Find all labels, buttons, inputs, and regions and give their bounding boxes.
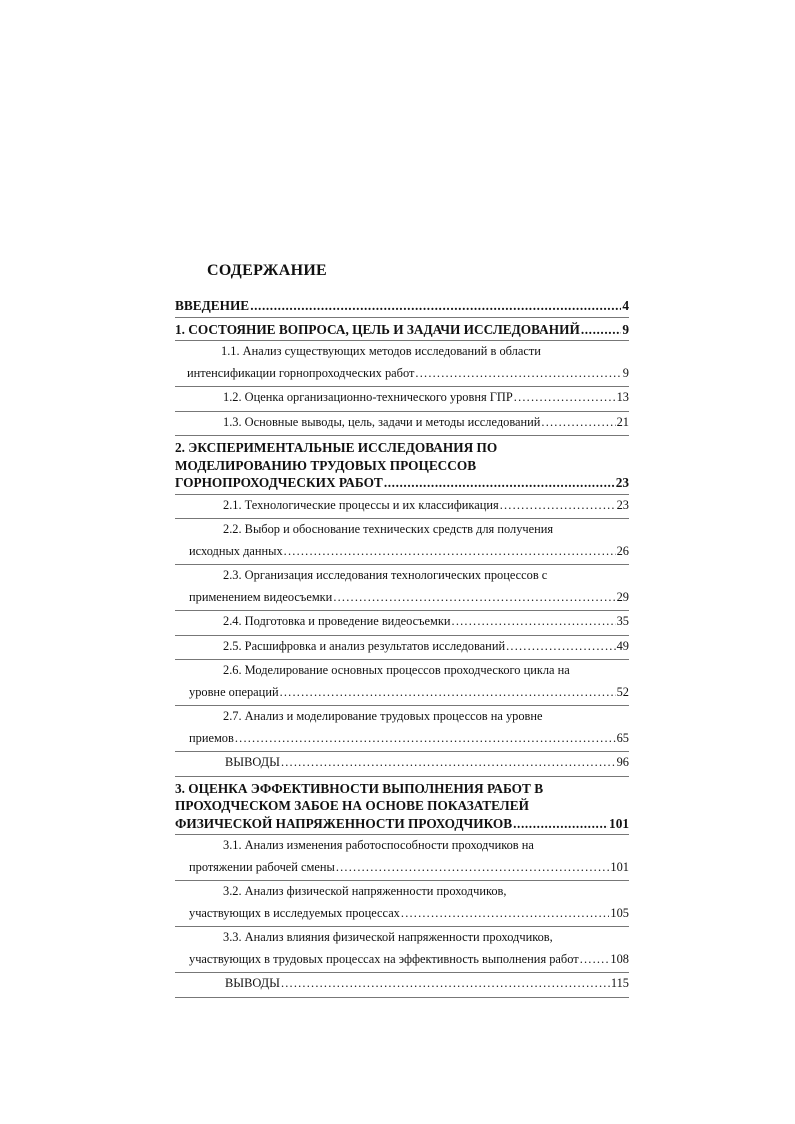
toc-entry-text: ВЫВОДЫ bbox=[225, 976, 280, 990]
toc-entry-text-continued: уровне операций bbox=[189, 684, 279, 699]
toc-entry-text: 1.3. Основные выводы, цель, задачи и методы исследований bbox=[223, 414, 541, 429]
toc-entry-section-2-5 bbox=[175, 636, 629, 661]
toc-page-number: 96 bbox=[616, 755, 629, 769]
toc-page-number: 105 bbox=[610, 905, 629, 920]
table-of-contents bbox=[175, 294, 629, 998]
toc-entry-text: 3.2. Анализ физической напряженности проходчиков, bbox=[223, 884, 507, 898]
toc-entry-section-1-3 bbox=[175, 412, 629, 437]
toc-entry-chapter-2 bbox=[175, 436, 629, 495]
toc-entry-text: 2.2. Выбор и обоснование технических средств для получения bbox=[223, 522, 554, 536]
toc-leader-dots bbox=[384, 474, 615, 492]
toc-entry-text-continued: применением видеосъемки bbox=[189, 589, 333, 604]
toc-page-number: 101 bbox=[610, 859, 629, 874]
toc-leader-dots bbox=[401, 903, 610, 925]
toc-entry-text-continued: исходных данных bbox=[189, 543, 283, 558]
toc-leader-dots bbox=[235, 728, 616, 750]
toc-page-number: 23 bbox=[615, 475, 629, 490]
toc-entry-text: 2.1. Технологические процессы и их классификация bbox=[223, 497, 499, 512]
toc-entry-section-1-1 bbox=[175, 341, 629, 387]
toc-page-number: 23 bbox=[616, 497, 629, 512]
toc-leader-dots bbox=[250, 297, 621, 315]
toc-leader-dots bbox=[541, 412, 615, 434]
toc-entry-section-2-2 bbox=[175, 519, 629, 565]
toc-entry-text-continued: интенсификации горнопроходческих работ bbox=[187, 365, 415, 380]
toc-leader-dots bbox=[281, 973, 610, 995]
toc-page-number: 13 bbox=[616, 390, 629, 404]
toc-entry-section-1-2 bbox=[175, 387, 629, 412]
toc-page-number: 21 bbox=[616, 414, 629, 429]
toc-page-number: 26 bbox=[616, 543, 629, 558]
toc-leader-dots bbox=[452, 611, 616, 633]
toc-page-number: 35 bbox=[616, 614, 629, 628]
toc-entry-section-2-4 bbox=[175, 611, 629, 636]
toc-entry-chapter-3 bbox=[175, 777, 629, 836]
toc-entry-section-2-1 bbox=[175, 495, 629, 520]
toc-entry-text: ФИЗИЧЕСКОЙ НАПРЯЖЕННОСТИ ПРОХОДЧИКОВ bbox=[175, 815, 513, 831]
page-title: СОДЕРЖАНИЕ bbox=[207, 262, 328, 279]
toc-entry-text: ГОРНОПРОХОДЧЕСКИХ РАБОТ bbox=[175, 475, 383, 490]
toc-page-number: 49 bbox=[616, 638, 629, 653]
toc-entry-conclusions-3 bbox=[175, 973, 629, 998]
toc-entry-introduction bbox=[175, 294, 629, 318]
toc-entry-text: 2. ЭКСПЕРИМЕНТАЛЬНЫЕ ИССЛЕДОВАНИЯ ПО bbox=[175, 440, 498, 455]
toc-leader-dots bbox=[284, 541, 616, 563]
toc-leader-dots bbox=[506, 636, 616, 658]
toc-leader-dots bbox=[513, 815, 608, 833]
toc-page-number: 9 bbox=[622, 365, 629, 380]
toc-entry-text: 3.1. Анализ изменения работоспособности проходчиков на bbox=[223, 838, 534, 852]
toc-entry-text-continued: участвующих в исследуемых процессах bbox=[189, 905, 400, 920]
toc-entry-text: 3. ОЦЕНКА ЭФФЕКТИВНОСТИ ВЫПОЛНЕНИЯ РАБОТ В bbox=[175, 780, 544, 796]
toc-entry-section-3-1 bbox=[175, 835, 629, 881]
toc-entry-text: ПРОХОДЧЕСКОМ ЗАБОЕ НА ОСНОВЕ ПОКАЗАТЕЛЕЙ bbox=[175, 798, 529, 813]
toc-leader-dots bbox=[514, 387, 616, 409]
toc-page-number: 115 bbox=[610, 976, 629, 990]
toc-entry-text: 2.7. Анализ и моделирование трудовых процессов на уровне bbox=[223, 709, 543, 723]
toc-entry-chapter-1 bbox=[175, 318, 629, 342]
toc-entry-text: ВВЕДЕНИЕ bbox=[175, 298, 250, 313]
toc-entry-text-continued: приемов bbox=[189, 730, 234, 745]
toc-page-number: 9 bbox=[622, 321, 629, 337]
toc-entry-section-3-3 bbox=[175, 927, 629, 973]
toc-leader-dots bbox=[581, 321, 622, 339]
toc-entry-text: МОДЕЛИРОВАНИЮ ТРУДОВЫХ ПРОЦЕССОВ bbox=[175, 457, 477, 473]
toc-leader-dots bbox=[580, 949, 610, 971]
toc-entry-text: 3.3. Анализ влияния физической напряженности проходчиков, bbox=[223, 930, 553, 944]
toc-leader-dots bbox=[281, 752, 616, 774]
toc-entry-text: ВЫВОДЫ bbox=[225, 755, 280, 769]
toc-entry-conclusions-2 bbox=[175, 752, 629, 777]
toc-page-number: 101 bbox=[609, 815, 629, 831]
toc-entry-section-3-2 bbox=[175, 881, 629, 927]
toc-entry-text: 1. СОСТОЯНИЕ ВОПРОСА, ЦЕЛЬ И ЗАДАЧИ ИССЛЕДОВАНИЙ bbox=[175, 321, 580, 337]
toc-leader-dots bbox=[415, 363, 621, 385]
toc-page-number: 65 bbox=[616, 730, 629, 745]
toc-page-number: 52 bbox=[616, 684, 629, 699]
toc-entry-text-continued: протяжении рабочей смены bbox=[189, 859, 335, 874]
toc-page-number: 29 bbox=[616, 589, 629, 604]
toc-entry-text: 1.1. Анализ существующих методов исследований в области bbox=[221, 344, 541, 358]
toc-page-number: 108 bbox=[610, 951, 629, 966]
toc-entry-section-2-7 bbox=[175, 706, 629, 752]
toc-entry-text-continued: участвующих в трудовых процессах на эффективность выполнения работ bbox=[189, 951, 579, 966]
toc-entry-section-2-3 bbox=[175, 565, 629, 611]
toc-leader-dots bbox=[500, 495, 616, 517]
toc-leader-dots bbox=[336, 857, 610, 879]
toc-entry-text: 1.2. Оценка организационно-технического уровня ГПР bbox=[223, 390, 513, 404]
toc-page-number: 4 bbox=[622, 298, 629, 313]
toc-entry-text: 2.3. Организация исследования технологических процессов с bbox=[223, 568, 548, 582]
toc-entry-text: 2.5. Расшифровка и анализ результатов исследований bbox=[223, 638, 506, 653]
toc-leader-dots bbox=[333, 587, 615, 609]
toc-entry-section-2-6 bbox=[175, 660, 629, 706]
toc-entry-text: 2.6. Моделирование основных процессов проходческого цикла на bbox=[223, 663, 570, 677]
toc-entry-text: 2.4. Подготовка и проведение видеосъемки bbox=[223, 614, 451, 628]
toc-leader-dots bbox=[280, 682, 616, 704]
